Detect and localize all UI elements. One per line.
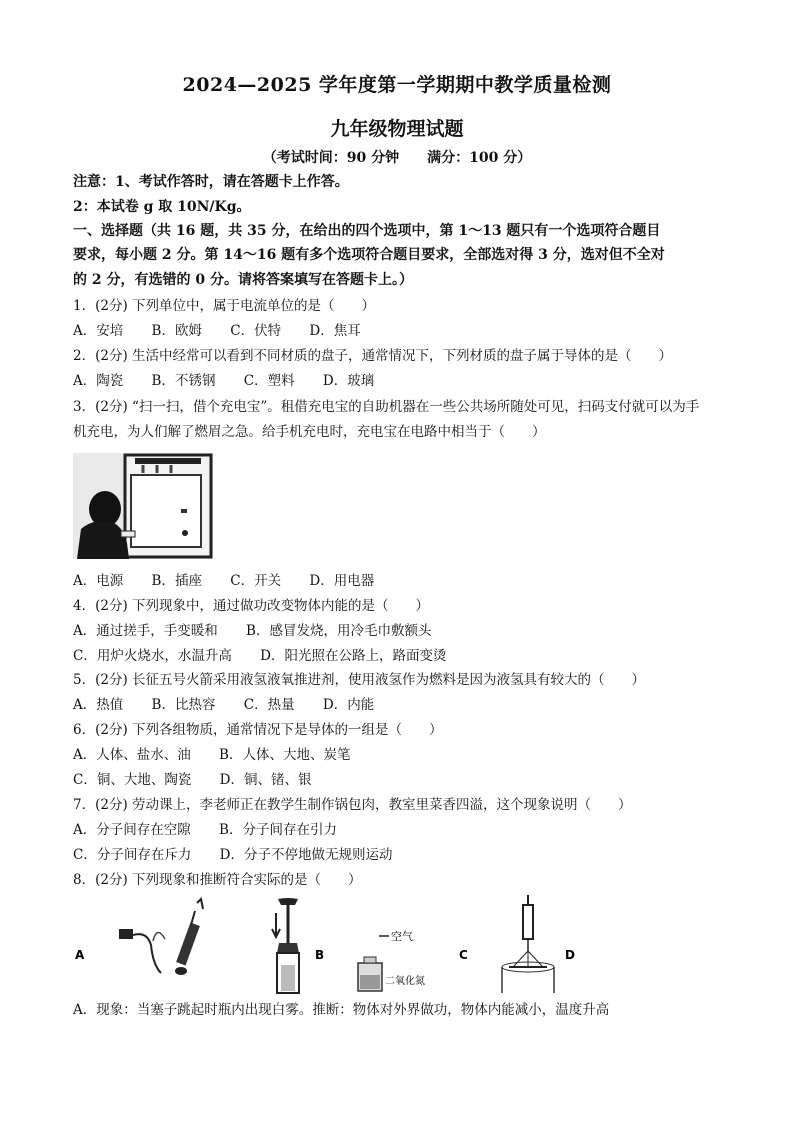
q8-label-no2: 二氧化氮 — [385, 976, 425, 987]
q3-option-c: C．开关 — [230, 573, 282, 589]
note-1: 注意：1、考试作答时，请在答题卡上作答。 — [73, 174, 349, 190]
q7-options-cd — [73, 846, 733, 864]
q4-stem: 4．(2分) 下列现象中，通过做功改变物体内能的是（ ） — [73, 598, 430, 614]
q1-stem: 1．(2分) 下列单位中，属于电流单位的是（ ） — [73, 298, 376, 314]
q7-option-c: C．分子间存在斥力 — [73, 847, 192, 863]
q2-option-a: A．陶瓷 — [73, 373, 124, 389]
exam-title: 2024—2025 学年度第一学期期中教学质量检测 — [182, 74, 612, 96]
q6-option-c: C．铜、大地、陶瓷 — [73, 772, 192, 788]
q7-options-ab — [73, 821, 733, 839]
q3-option-b: B．插座 — [151, 573, 202, 589]
q6-stem: 6．(2分) 下列各组物质，通常情况下是导体的一组是（ ） — [73, 722, 443, 738]
q8-figures — [73, 895, 593, 995]
q5-option-b: B．比热容 — [151, 697, 216, 713]
q8-fig-a — [119, 899, 203, 975]
q7-option-d: D．分子不停地做无规则运动 — [219, 847, 393, 863]
q4-option-b: B．感冒发烧，用冷毛巾敷额头 — [246, 623, 432, 639]
q3-option-a: A．电源 — [73, 573, 124, 589]
q1-option-a: A．安培 — [73, 323, 124, 339]
q3-stem-2: 机充电，为人们解了燃眉之急。给手机充电时，充电宝在电路中相当于（ ） — [73, 424, 546, 440]
q1-options — [73, 322, 733, 340]
q5-option-c: C．热量 — [243, 697, 295, 713]
q6-options-ab — [73, 746, 733, 764]
q8-fig-label-b: B — [315, 948, 325, 962]
q8-fig-c — [358, 929, 425, 991]
q8-option-a: A．现象：当塞子跳起时瓶内出现白雾。推断：物体对外界做功，物体内能减小，温度升高 — [73, 1002, 610, 1018]
q7-option-b: B．分子间存在引力 — [219, 822, 337, 838]
q5-option-d: D．内能 — [322, 697, 375, 713]
q3-charging-station-image — [73, 453, 213, 559]
q1-option-b: B．欧姆 — [151, 323, 202, 339]
q3-options — [73, 572, 733, 590]
q1-option-c: C．伏特 — [230, 323, 282, 339]
q8-fig-b — [272, 898, 299, 993]
q6-option-a: A．人体、盐水、油 — [73, 747, 191, 763]
q8-fig-label-c: C — [459, 948, 468, 962]
q4-options-cd — [73, 647, 733, 665]
q8-fig-label-d: D — [565, 948, 575, 962]
q5-stem: 5．(2分) 长征五号火箭采用液氢液氧推进剂，使用液氢作为燃料是因为液氢具有较大的（ ） — [73, 672, 646, 688]
q2-option-c: C．塑料 — [243, 373, 295, 389]
q8-fig-d — [502, 895, 554, 993]
q4-options-ab — [73, 622, 733, 640]
section1-line3: 的 2 分，有选错的 0 分。请将答案填写在答题卡上。） — [73, 272, 413, 288]
q8-label-air: 空气 — [391, 930, 413, 943]
q3-stem-1: 3．(2分) “扫一扫，借个充电宝”。租借充电宝的自助机器在一些公共场所随处可见，扫码支付就可以为手 — [73, 399, 700, 415]
q6-options-cd — [73, 771, 733, 789]
q7-stem: 7．(2分) 劳动课上，李老师正在教学生制作锅包肉，教室里菜香四溢，这个现象说明（ ） — [73, 797, 632, 813]
exam-subtitle: 九年级物理试题 — [330, 118, 464, 140]
q5-options — [73, 696, 733, 714]
q4-option-a: A．通过搓手，手变暖和 — [73, 623, 218, 639]
q6-option-d: D．铜、锗、银 — [219, 772, 312, 788]
q2-option-d: D．玻璃 — [322, 373, 375, 389]
q4-option-c: C．用炉火烧水，水温升高 — [73, 648, 232, 664]
section1-line2: 要求，每小题 2 分。第 14～16 题有多个选项符合题目要求，全部选对得 3 分，选对但不全对 — [73, 247, 665, 263]
q8-stem: 8．(2分) 下列现象和推断符合实际的是（ ） — [73, 872, 362, 888]
q2-stem: 2．(2分) 生活中经常可以看到不同材质的盘子，通常情况下，下列材质的盘子属于导体的是（ ） — [73, 348, 673, 364]
section1-line1: 一、选择题（共 16 题，共 35 分，在给出的四个选项中，第 1～13 题只有一个选项符合题目 — [73, 223, 661, 239]
exam-info: （考试时间：90 分钟 满分：100 分） — [262, 150, 532, 166]
q7-option-a: A．分子间存在空隙 — [73, 822, 191, 838]
note-2: 2：本试卷 g 取 10N/Kg。 — [73, 199, 251, 215]
q6-option-b: B．人体、大地、炭笔 — [219, 747, 351, 763]
q2-option-b: B．不锈钢 — [151, 373, 216, 389]
q2-options — [73, 372, 733, 390]
q4-option-d: D．阳光照在公路上，路面变烫 — [260, 648, 447, 664]
q5-option-a: A．热值 — [73, 697, 124, 713]
q3-option-d: D．用电器 — [309, 573, 375, 589]
q8-fig-label-a: A — [75, 948, 85, 962]
q1-option-d: D．焦耳 — [309, 323, 361, 339]
